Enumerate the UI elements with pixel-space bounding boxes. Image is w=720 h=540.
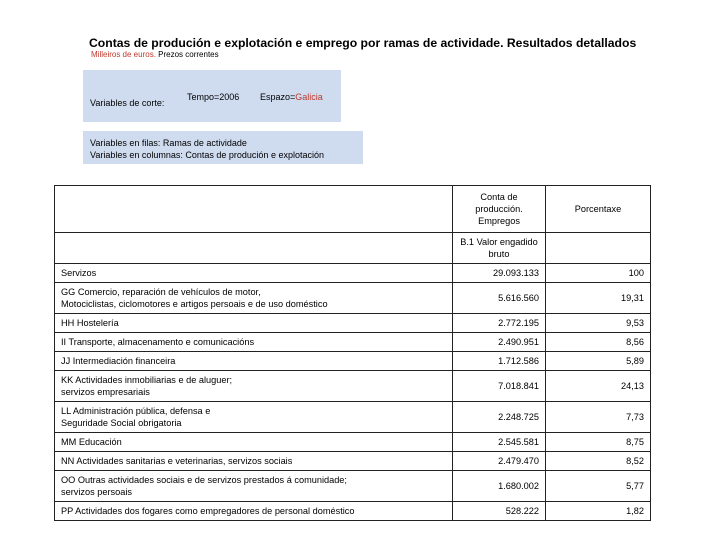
row-label[interactable] — [55, 452, 453, 471]
page-subtitle — [91, 50, 219, 59]
row-label[interactable] — [55, 283, 453, 314]
row-value: 1.680.002 — [453, 471, 546, 502]
page-title: Contas de produción e explotación e emprego por ramas de actividade. Resultados detallados — [89, 36, 637, 50]
row-percentage: 8,75 — [546, 433, 651, 452]
filter-label: Variables de corte: — [90, 98, 165, 108]
subheader-empty-cell — [55, 233, 453, 264]
row-label-line: Motociclistas, ciclomotores e artigos persoais e de uso doméstico — [61, 299, 328, 309]
prices-note: Prezos correntes — [158, 50, 219, 59]
row-percentage: 5,77 — [546, 471, 651, 502]
row-label[interactable] — [55, 471, 453, 502]
header-gva-line: B.1 Valor engadido — [460, 237, 538, 247]
row-percentage: 100 — [546, 264, 651, 283]
filter-time[interactable]: Tempo=2006 — [187, 92, 240, 102]
header-account-line: Empregos — [478, 216, 520, 226]
row-label-line: Servizos — [61, 268, 97, 278]
row-label[interactable] — [55, 333, 453, 352]
filter-space[interactable] — [260, 92, 323, 102]
row-value: 2.772.195 — [453, 314, 546, 333]
row-percentage: 8,52 — [546, 452, 651, 471]
row-label[interactable] — [55, 264, 453, 283]
row-value: 2.479.470 — [453, 452, 546, 471]
row-label-line: JJ Intermediación financeira — [61, 356, 176, 366]
row-label-line: OO Outras actividades sociais e de servizos prestados á comunidade; — [61, 475, 347, 485]
table-row — [55, 502, 651, 521]
row-value: 29.093.133 — [453, 264, 546, 283]
row-percentage: 24,13 — [546, 371, 651, 402]
header-gva[interactable] — [453, 233, 546, 264]
table-row — [55, 352, 651, 371]
row-label-line: servizos persoais — [61, 487, 132, 497]
table-row — [55, 333, 651, 352]
row-label-line: KK Actividades inmobiliarias e de aluguer; — [61, 375, 233, 385]
table-body — [55, 264, 651, 521]
header-empty-cell — [55, 186, 453, 233]
row-label-line: MM Educación — [61, 437, 122, 447]
filter-panel — [83, 70, 341, 122]
row-value: 7.018.841 — [453, 371, 546, 402]
row-percentage: 1,82 — [546, 502, 651, 521]
row-label[interactable] — [55, 314, 453, 333]
table-row — [55, 433, 651, 452]
row-value: 2.490.951 — [453, 333, 546, 352]
row-percentage: 7,73 — [546, 402, 651, 433]
filter-space-prefix: Espazo= — [260, 92, 296, 102]
row-label-line: PP Actividades dos fogares como empregadores de personal doméstico — [61, 506, 355, 516]
rows-variable: Variables en filas: Ramas de actividade — [90, 138, 247, 148]
units-note: Milleiros de euros. — [91, 50, 156, 59]
row-label[interactable] — [55, 371, 453, 402]
row-label-line: NN Actividades sanitarias e veterinarias, servizos sociais — [61, 456, 293, 466]
table-row — [55, 452, 651, 471]
header-account[interactable] — [453, 186, 546, 233]
row-label-line: LL Administración pública, defensa e — [61, 406, 211, 416]
row-percentage: 8,56 — [546, 333, 651, 352]
table-row — [55, 283, 651, 314]
row-label-line: GG Comercio, reparación de vehículos de motor, — [61, 287, 261, 297]
row-label[interactable] — [55, 402, 453, 433]
row-label-line: Seguridade Social obrigatoria — [61, 418, 182, 428]
row-label[interactable] — [55, 433, 453, 452]
table-header-row — [55, 186, 651, 233]
row-label[interactable] — [55, 502, 453, 521]
table-row — [55, 371, 651, 402]
table-row — [55, 471, 651, 502]
row-value: 2.248.725 — [453, 402, 546, 433]
row-percentage: 5,89 — [546, 352, 651, 371]
row-percentage: 9,53 — [546, 314, 651, 333]
header-percentage[interactable]: Porcentaxe — [546, 186, 651, 233]
row-label[interactable] — [55, 352, 453, 371]
header-gva-line: bruto — [488, 249, 510, 259]
data-table — [54, 185, 651, 521]
row-percentage: 19,31 — [546, 283, 651, 314]
filter-space-value: Galicia — [295, 92, 323, 102]
row-label-line: servizos empresariais — [61, 387, 150, 397]
row-value: 1.712.586 — [453, 352, 546, 371]
columns-variable: Variables en columnas: Contas de produción e explotación — [90, 150, 324, 160]
table-row — [55, 264, 651, 283]
row-label-line: HH Hostelería — [61, 318, 119, 328]
row-value: 2.545.581 — [453, 433, 546, 452]
row-value: 528.222 — [453, 502, 546, 521]
header-account-line: producción. — [475, 204, 523, 214]
header-account-line: Conta de — [480, 192, 518, 202]
row-label-line: II Transporte, almacenamento e comunicacións — [61, 337, 255, 347]
table-row — [55, 314, 651, 333]
variables-panel — [83, 131, 363, 164]
table-row — [55, 402, 651, 433]
row-value: 5.616.560 — [453, 283, 546, 314]
subheader-pct-empty-cell — [546, 233, 651, 264]
table-subheader-row — [55, 233, 651, 264]
